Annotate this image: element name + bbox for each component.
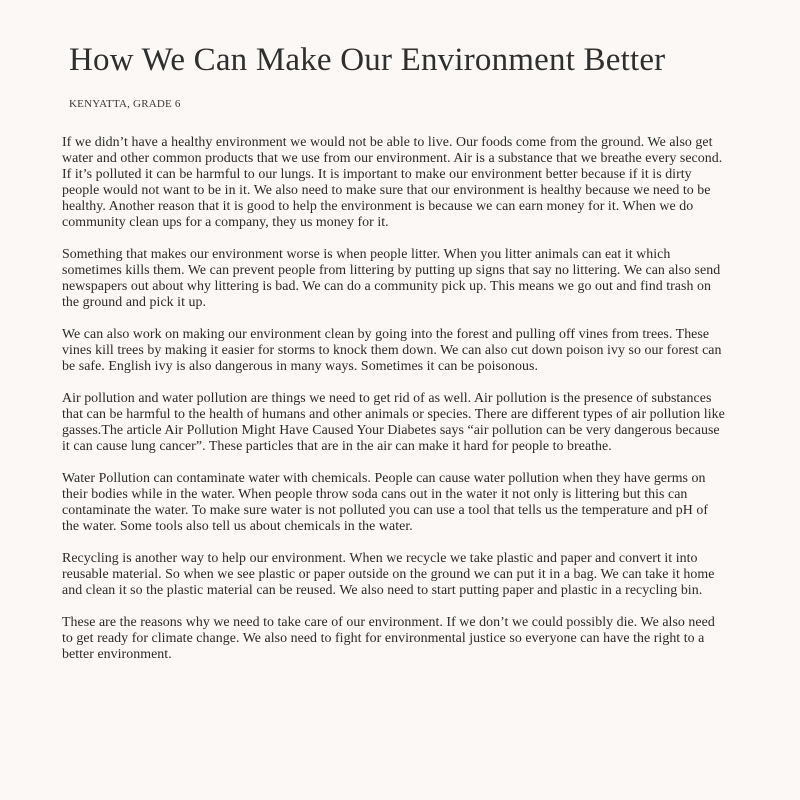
essay-title: How We Can Make Our Environment Better — [69, 42, 666, 78]
paragraph-1: If we didn’t have a healthy environment we would not be able to live. Our foods come from the ground. We also get water and other common products that we use from our environment. Air is a substance that we breathe every second. If it’s polluted it can be harmful to our lungs. It is important to make our environment better because if it is dirty people would not want to be in it. We also need to make sure that our environment is healthy because we need to be healthy. Another reason that it is good to help the environment is because we can earn money for it. When we do community clean ups for a company, they us money for it. — [62, 135, 723, 230]
paragraph-5: Water Pollution can contaminate water with chemicals. People can cause water pollution when they have germs on their bodies while in the water. When people throw soda cans out in the water it not only is littering but this can contaminate the water. To make sure water is not polluted you can use a tool that tells us the temperature and pH of the water. Some tools also tell us about chemicals in the water. — [62, 471, 709, 534]
author-byline: KENYATTA, GRADE 6 — [69, 98, 181, 110]
paragraph-4: Air pollution and water pollution are things we need to get rid of as well. Air pollution is the presence of substances that can be harmful to the health of humans and other animals or species. There are different types of air pollution like gasses.The article Air Pollution Might Have Caused Your Diabetes says “air pollution can be very dangerous because it can cause lung cancer”. These particles that are in the air can make it hard for people to breathe. — [62, 391, 725, 454]
paragraph-6: Recycling is another way to help our environment. When we recycle we take plastic and paper and convert it into reusable material. So when we see plastic or paper outside on the ground we can put it in a bag. We can take it home and clean it so the plastic material can be reused. We also need to start putting paper and plastic in a recycling bin. — [62, 551, 715, 598]
essay-body — [62, 135, 726, 679]
paragraph-3: We can also work on making our environment clean by going into the forest and pulling off vines from trees. These vines kill trees by making it easier for storms to knock them down. We can also cut down poison ivy so our forest can be safe. English ivy is also dangerous in many ways. Sometimes it can be poisonous. — [62, 327, 722, 374]
paragraph-2: Something that makes our environment worse is when people litter. When you litter animals can eat it which sometimes kills them. We can prevent people from littering by putting up signs that say no littering. We can also send newspapers out about why littering is bad. We can do a community pick up. This means we go out and find trash on the ground and pick it up. — [62, 247, 721, 310]
paragraph-7: These are the reasons why we need to take care of our environment. If we don’t we could possibly die. We also need to get ready for climate change. We also need to fight for environmental justice so everyone can have the right to a better environment. — [62, 615, 715, 662]
